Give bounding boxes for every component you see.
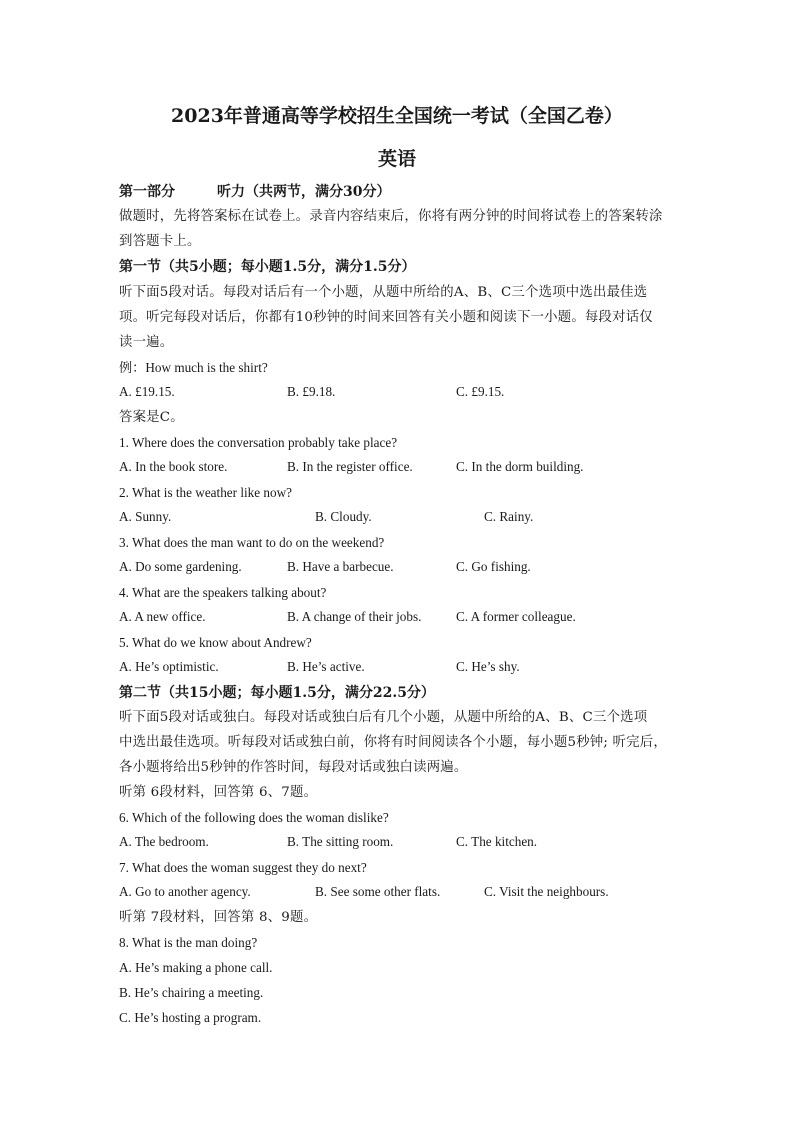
option-a: A. In the book store. <box>119 459 228 474</box>
option-c: C. Visit the neighbours. <box>484 884 609 899</box>
option-c: C. The kitchen. <box>456 834 538 849</box>
section1-instruction-line: 读一遍。 <box>119 335 174 350</box>
option-a: A. £19.15. <box>119 384 175 399</box>
option-b: B. A change of their jobs. <box>287 609 422 624</box>
option-a: A. Sunny. <box>119 509 172 524</box>
example-options <box>119 384 679 402</box>
example-question: 例：How much is the shirt? <box>119 360 268 375</box>
question-3-options <box>119 559 679 577</box>
question-1: 1. Where does the conversation probably take place? <box>119 435 398 450</box>
section2-heading: 第二节（共15小题；每小题1.5分，满分22.5分） <box>119 685 435 701</box>
option-a: A. The bedroom. <box>119 834 209 849</box>
question-6: 6. Which of the following does the woman dislike? <box>119 810 389 825</box>
option-a: A. A new office. <box>119 609 206 624</box>
option-a: A. Do some gardening. <box>119 559 242 574</box>
part1-instruction-line: 到答题卡上。 <box>119 234 201 249</box>
question-1-options <box>119 459 679 477</box>
option-b: B. Cloudy. <box>315 509 372 524</box>
option-b: B. The sitting room. <box>287 834 394 849</box>
option-b: B. In the register office. <box>287 459 413 474</box>
option-b: B. He’s chairing a meeting. <box>119 985 264 1000</box>
option-b: B. He’s active. <box>287 659 365 674</box>
option-c: C. Go fishing. <box>456 559 531 574</box>
option-c: C. £9.15. <box>456 384 505 399</box>
option-c: C. In the dorm building. <box>456 459 584 474</box>
question-6-options <box>119 834 679 852</box>
part1-heading <box>119 183 679 201</box>
option-b: B. £9.18. <box>287 384 336 399</box>
option-b: B. See some other flats. <box>315 884 441 899</box>
question-8: 8. What is the man doing? <box>119 935 258 950</box>
option-a: A. He’s optimistic. <box>119 659 219 674</box>
question-5: 5. What do we know about Andrew? <box>119 635 312 650</box>
part1-title: 听力（共两节，满分30分） <box>217 184 391 200</box>
question-3: 3. What does the man want to do on the weekend? <box>119 535 385 550</box>
question-2: 2. What is the weather like now? <box>119 485 292 500</box>
question-7: 7. What does the woman suggest they do next? <box>119 860 367 875</box>
section2-instruction-line: 中选出最佳选项。听每段对话或独白前，你将有时间阅读各个小题，每小题5秒钟; 听完后， <box>119 735 667 750</box>
question-4-options <box>119 609 679 627</box>
part1-label: 第一部分 <box>119 184 175 200</box>
section2-instruction-line: 各小题将给出5秒钟的作答时间，每段对话或独白读两遍。 <box>119 760 468 775</box>
section2-instruction-line: 听下面5段对话或独白。每段对话或独白后有几个小题，从题中所给的A、B、C三个选项 <box>119 710 648 725</box>
option-c: C. He’s hosting a program. <box>119 1010 262 1025</box>
exam-title: 2023年普通高等学校招生全国统一考试（全国乙卷） <box>171 105 623 127</box>
question-5-options <box>119 659 679 677</box>
material-7-note: 听第 7段材料，回答第 8、9题。 <box>119 910 318 925</box>
option-c: C. Rainy. <box>484 509 534 524</box>
subject-title: 英语 <box>377 148 416 170</box>
option-c: C. A former colleague. <box>456 609 576 624</box>
question-7-options <box>119 884 679 902</box>
question-4: 4. What are the speakers talking about? <box>119 585 327 600</box>
option-b: B. Have a barbecue. <box>287 559 394 574</box>
section1-instruction-line: 听下面5段对话。每段对话后有一个小题，从题中所给的A、B、C三个选项中选出最佳选 <box>119 285 648 300</box>
material-6-note: 听第 6段材料，回答第 6、7题。 <box>119 785 318 800</box>
option-a: A. He’s making a phone call. <box>119 960 273 975</box>
example-answer: 答案是C。 <box>119 410 184 425</box>
question-2-options <box>119 509 679 527</box>
section1-heading: 第一节（共5小题；每小题1.5分，满分1.5分） <box>119 259 416 275</box>
option-a: A. Go to another agency. <box>119 884 251 899</box>
part1-instruction-line: 做题时，先将答案标在试卷上。录音内容结束后，你将有两分钟的时间将试卷上的答案转涂 <box>119 209 663 224</box>
section1-instruction-line: 项。听完每段对话后，你都有10秒钟的时间来回答有关小题和阅读下一小题。每段对话仅 <box>119 310 653 325</box>
option-c: C. He’s shy. <box>456 659 520 674</box>
